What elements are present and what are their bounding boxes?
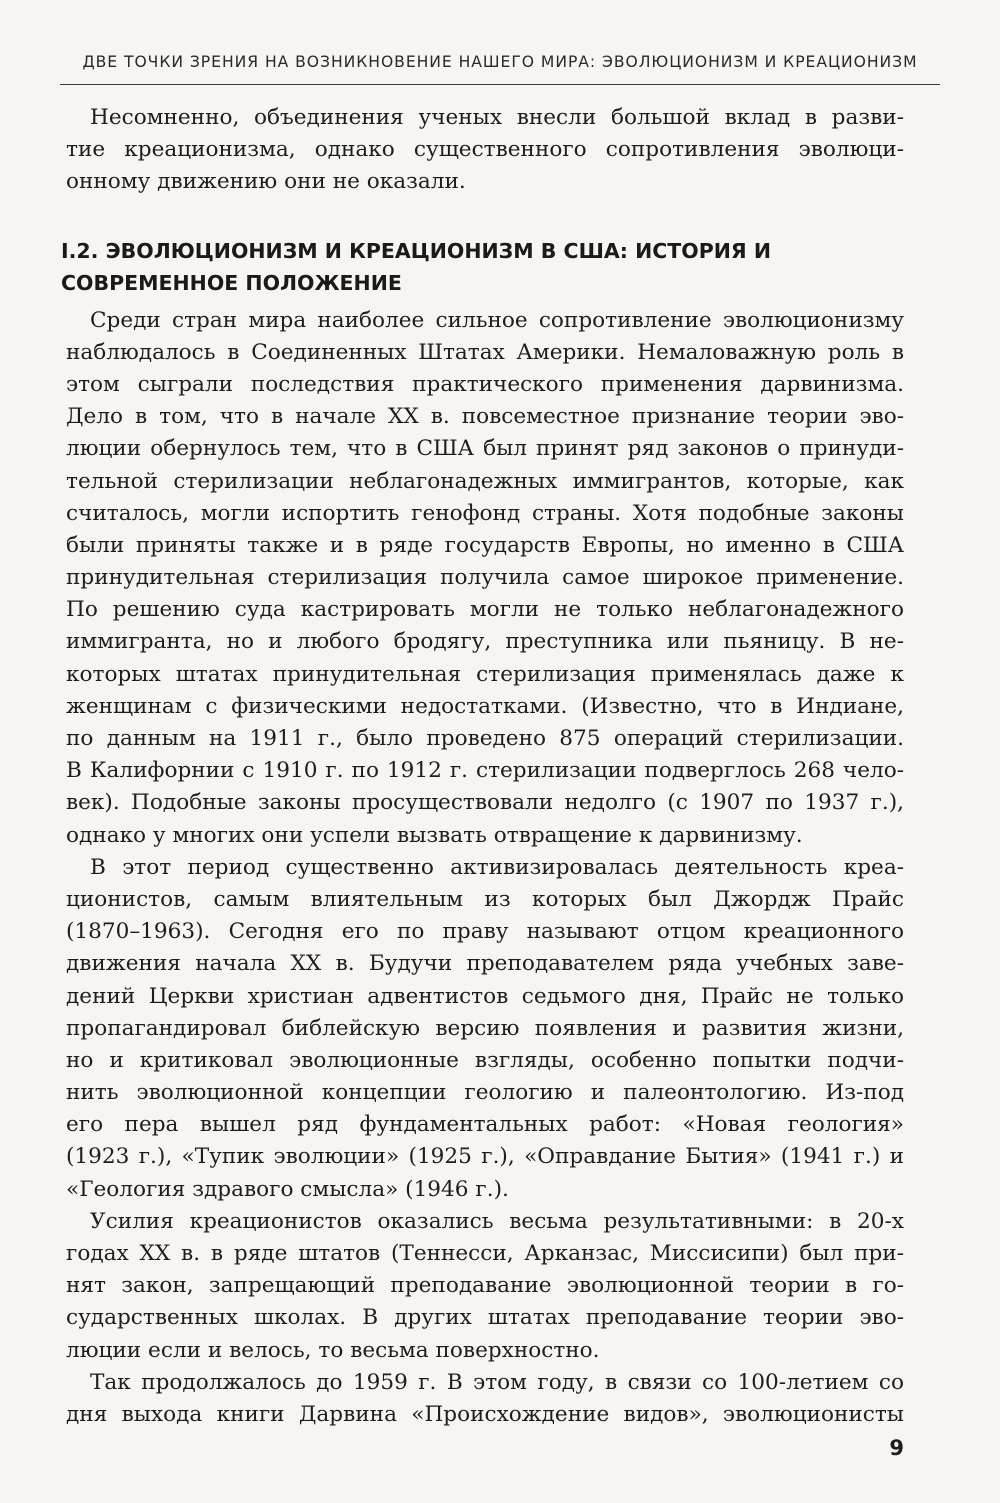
text-line: люции обернулось тем, что в США был принят ряд законов о принуди- <box>66 436 904 462</box>
text-line: женщинам с физическими недостатками. (Известно, что в Индиане, <box>66 693 904 719</box>
heading-line: СОВРЕМЕННОЕ ПОЛОЖЕНИЕ <box>61 270 402 295</box>
text-line: которых штатах принудительная стерилизация применялась даже к <box>66 661 904 687</box>
text-line: движения начала XX в. Будучи преподавателем ряда учебных заве- <box>66 951 904 977</box>
text-line: онному движению они не оказали. <box>66 169 466 195</box>
text-line: тие креационизма, однако существенного сопротивления эволюци- <box>66 137 904 163</box>
text-line: (1923 г.), «Тупик эволюции» (1925 г.), «Оправдание Бытия» (1941 г.) и <box>66 1144 904 1170</box>
running-header: ДВЕ ТОЧКИ ЗРЕНИЯ НА ВОЗНИКНОВЕНИЕ НАШЕГО МИРА: ЭВОЛЮЦИОНИЗМ И КРЕАЦИОНИЗМ <box>82 53 918 71</box>
paragraph-2 <box>66 852 904 1206</box>
section-heading <box>61 235 904 299</box>
text-line: век). Подобные законы просуществовали недолго (с 1907 по 1937 г.), <box>66 790 904 816</box>
paragraph-3 <box>66 1206 904 1367</box>
text-line: были приняты также и в ряде государств Европы, но именно в США <box>66 532 904 558</box>
text-line: дений Церкви христиан адвентистов седьмого дня, Прайс не только <box>66 983 904 1009</box>
page-body <box>61 102 904 1431</box>
intro-paragraph <box>66 102 904 199</box>
paragraph-1 <box>66 305 904 852</box>
page-number: 9 <box>889 1436 904 1460</box>
text-line: Дело в том, что в начале XX в. повсеместное признание теории эво- <box>66 404 904 430</box>
text-line: Усилия креационистов оказались весьма результативными: в 20-х <box>90 1208 904 1234</box>
text-line: Так продолжалось до 1959 г. В этом году, в связи со 100-летием со <box>90 1369 904 1395</box>
text-line: иммигранта, но и любого бродягу, преступника или пьяницу. В не- <box>66 629 904 655</box>
text-line: его пера вышел ряд фундаментальных работ: «Новая геология» <box>66 1112 904 1138</box>
text-line: «Геология здравого смысла» (1946 г.). <box>66 1176 509 1202</box>
text-line: однако у многих они успели вызвать отвращение к дарвинизму. <box>66 822 803 848</box>
text-line: ционистов, самым влиятельным из которых был Джордж Прайс <box>66 886 904 912</box>
text-line: дня выхода книги Дарвина «Происхождение видов», эволюционисты <box>66 1401 904 1427</box>
text-line: наблюдалось в Соединенных Штатах Америки. Немаловажную роль в <box>66 339 904 365</box>
text-line: нят закон, запрещающий преподавание эволюционной теории в го- <box>66 1273 904 1299</box>
text-line: считалось, могли испортить генофонд страны. Хотя подобные законы <box>66 500 904 526</box>
text-line: По решению суда кастрировать могли не только неблагонадежного <box>66 597 904 623</box>
paragraph-4 <box>66 1367 904 1431</box>
text-line: тельной стерилизации неблагонадежных иммигрантов, которые, как <box>66 468 904 494</box>
text-line: В Калифорнии с 1910 г. по 1912 г. стерилизации подверглось 268 чело- <box>66 758 904 784</box>
text-line: годах XX в. в ряде штатов (Теннесси, Арканзас, Миссисипи) был при- <box>66 1241 904 1266</box>
text-line: по данным на 1911 г., было проведено 875 операций стерилизации. <box>66 726 904 751</box>
text-line: этом сыграли последствия практического применения дарвинизма. <box>66 371 904 397</box>
text-line: люции если и велось, то весьма поверхностно. <box>66 1337 600 1363</box>
text-line: сударственных школах. В других штатах преподавание теории эво- <box>66 1305 904 1331</box>
text-line: нить эволюционной концепции геологию и палеонтологию. Из-под <box>66 1080 904 1106</box>
text-line: Несомненно, объединения ученых внесли большой вклад в разви- <box>90 105 904 130</box>
text-line: но и критиковал эволюционные взгляды, особенно попытки подчи- <box>66 1047 904 1073</box>
text-line: принудительная стерилизация получила самое широкое применение. <box>66 565 904 591</box>
text-line: Среди стран мира наиболее сильное сопротивление эволюционизму <box>90 307 904 333</box>
header-rule <box>60 84 940 85</box>
heading-line: I.2. ЭВОЛЮЦИОНИЗМ И КРЕАЦИОНИЗМ В США: ИСТОРИЯ И <box>61 238 771 263</box>
text-line: (1870–1963). Сегодня его по праву называют отцом креационного <box>66 919 904 945</box>
text-line: пропагандировал библейскую версию появления и развития жизни, <box>66 1015 904 1041</box>
text-line: В этот период существенно активизировалась деятельность креа- <box>90 854 904 880</box>
